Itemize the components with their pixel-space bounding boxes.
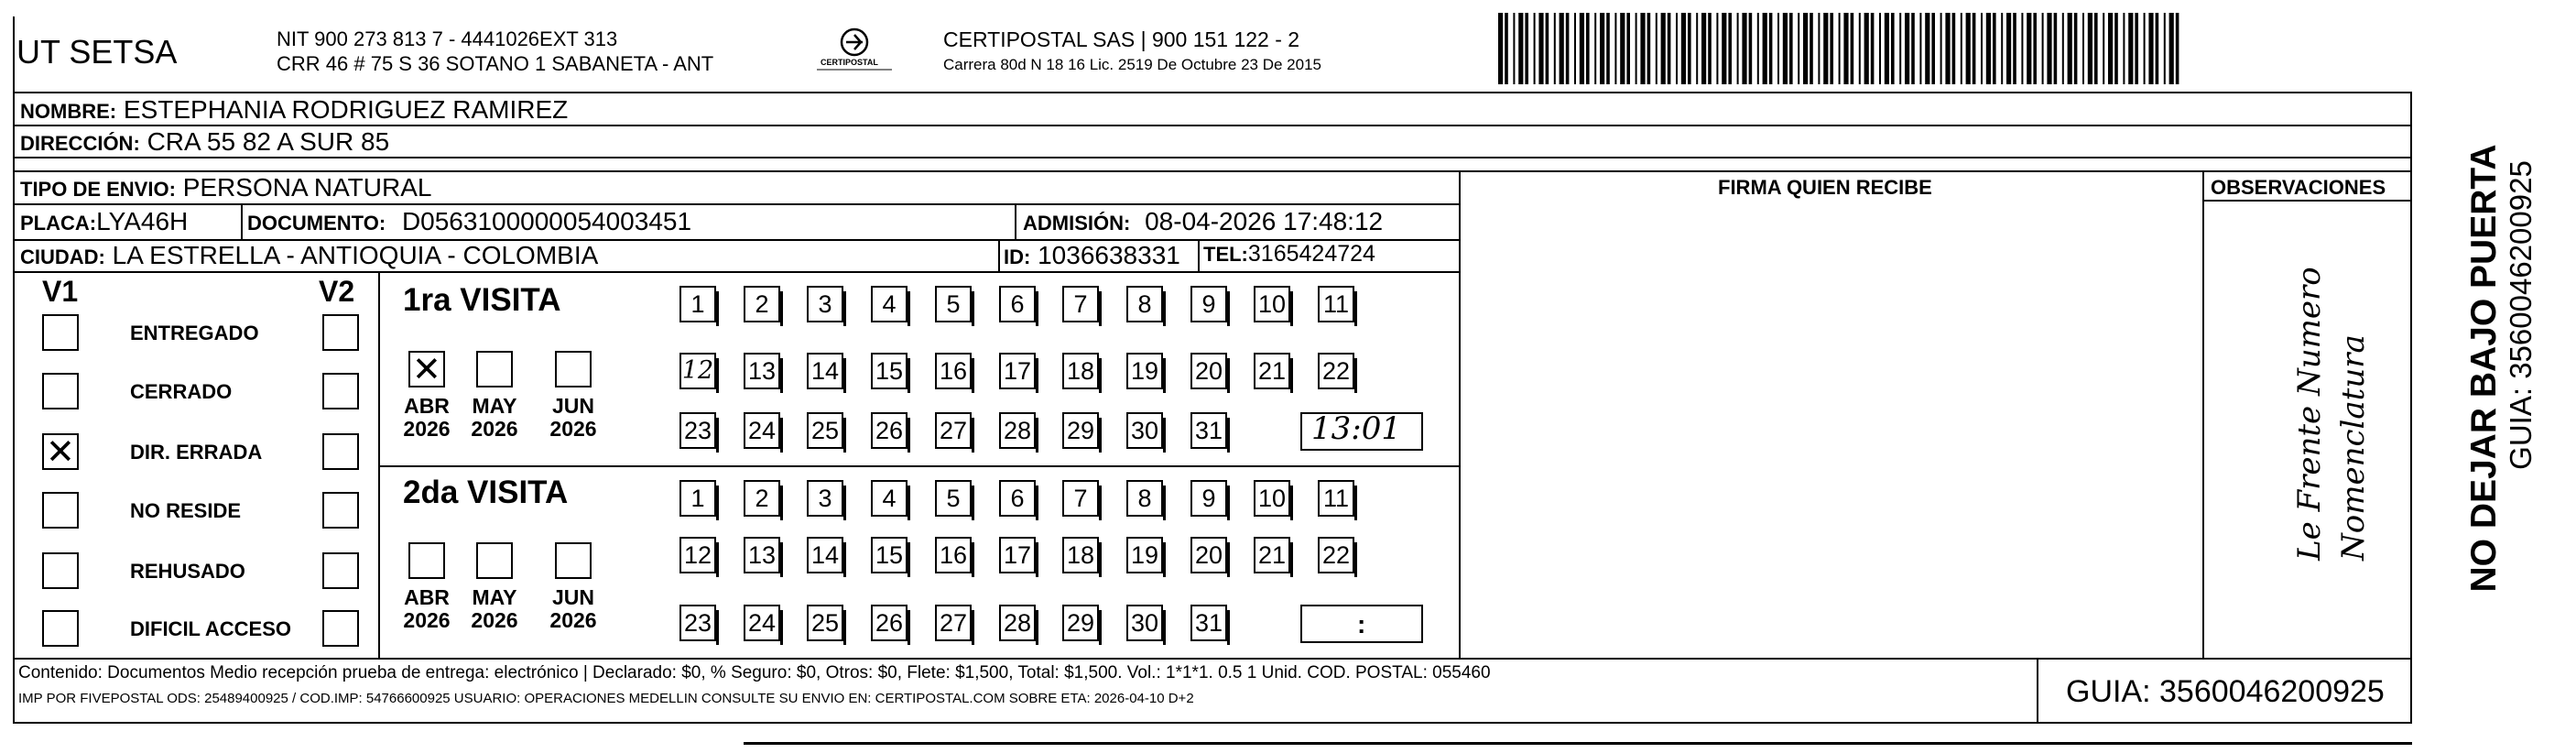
barcode-bar xyxy=(1498,13,1503,84)
barcode-bar xyxy=(1931,13,1935,84)
day-box[interactable]: 19 xyxy=(1126,537,1163,573)
day-box[interactable]: 7 xyxy=(1062,480,1099,517)
day-box[interactable]: 23 xyxy=(679,412,716,449)
day-box[interactable]: 4 xyxy=(871,480,908,517)
v1-checkbox[interactable] xyxy=(42,373,79,409)
barcode-bar xyxy=(1505,13,1508,84)
barcode-bar xyxy=(1891,13,1895,84)
barcode-bar xyxy=(1600,13,1604,84)
barcode-bar xyxy=(1777,13,1779,84)
day-box[interactable]: 1 xyxy=(679,480,716,517)
day-box[interactable]: 12 xyxy=(679,353,716,389)
day-box[interactable]: 14 xyxy=(807,353,843,389)
day-box[interactable]: 24 xyxy=(744,412,780,449)
status-label: ENTREGADO xyxy=(130,322,259,344)
barcode-bar xyxy=(2027,13,2031,84)
documento-label: DOCUMENTO: xyxy=(247,212,386,235)
barcode-bar xyxy=(1560,13,1564,84)
barcode-bar xyxy=(1919,13,1921,84)
day-box[interactable]: 11 xyxy=(1318,480,1354,517)
day-box[interactable]: 13 xyxy=(744,537,780,573)
barcode-bar xyxy=(2013,13,2016,84)
observaciones-label: OBSERVACIONES xyxy=(2211,176,2386,199)
v1-checkbox[interactable] xyxy=(42,610,79,647)
month-year: 2026 xyxy=(403,417,451,441)
nombre-row xyxy=(20,95,568,125)
barcode-bar xyxy=(1525,13,1528,84)
barcode-bar xyxy=(1945,13,1950,84)
barcode-bar xyxy=(1538,13,1543,84)
barcode-bar xyxy=(2068,13,2072,84)
barcode-bar xyxy=(2128,13,2133,84)
barcode-bar xyxy=(1566,13,1570,84)
v2-checkbox[interactable] xyxy=(322,314,359,351)
barcode-bar xyxy=(1859,13,1861,84)
day-box[interactable]: 13 xyxy=(744,353,780,389)
day-box[interactable]: 18 xyxy=(1062,353,1099,389)
tel-value: 3165424724 xyxy=(1247,241,1375,267)
v1-checkbox[interactable] xyxy=(42,314,79,351)
month-year: 2026 xyxy=(549,608,597,632)
barcode-bar xyxy=(1518,13,1523,84)
barcode-bar xyxy=(1737,13,1739,84)
day-box[interactable]: 17 xyxy=(999,353,1036,389)
side-warning: NO DEJAR BAJO PUERTA xyxy=(2464,144,2504,593)
barcode-bar xyxy=(2164,13,2166,84)
v1-checkbox[interactable] xyxy=(42,433,79,470)
barcode-bar xyxy=(1871,13,1875,84)
day-box[interactable]: 30 xyxy=(1126,605,1163,641)
day-box[interactable]: 10 xyxy=(1254,286,1290,322)
signature-area[interactable] xyxy=(1462,203,2201,656)
barcode-bar xyxy=(1789,13,1793,84)
barcode-bar xyxy=(1546,13,1549,84)
day-box[interactable]: 3 xyxy=(807,286,843,322)
tel-label: TEL: xyxy=(1203,243,1248,266)
address-line: CRR 46 # 75 S 36 SOTANO 1 SABANETA - ANT xyxy=(277,52,714,75)
month-year: 2026 xyxy=(471,417,518,441)
side-guia: GUIA: 3560046200925 xyxy=(2504,160,2538,470)
barcode-bar xyxy=(1688,13,1691,84)
barcode-bar xyxy=(1830,13,1833,84)
status-label: NO RESIDE xyxy=(130,499,242,522)
nombre-label: NOMBRE: xyxy=(20,100,117,123)
barcode-bar xyxy=(1864,13,1869,84)
observacion-line-1: Le Frente Numero xyxy=(2291,267,2328,561)
admision-row xyxy=(1023,207,1383,236)
v2-checkbox[interactable] xyxy=(322,552,359,589)
day-box[interactable]: 21 xyxy=(1254,353,1290,389)
barcode-bar xyxy=(1513,13,1515,84)
barcode-bar xyxy=(1798,13,1799,84)
day-box[interactable]: 5 xyxy=(935,480,972,517)
visit2-title: 2da VISITA xyxy=(403,475,569,510)
barcode-bar xyxy=(1722,13,1726,84)
id-row xyxy=(1004,241,1180,270)
barcode-bar xyxy=(2169,13,2174,84)
barcode-bar xyxy=(1966,13,1971,84)
status-label: DIFICIL ACCESO xyxy=(130,617,292,640)
day-box[interactable]: 15 xyxy=(871,353,908,389)
barcode-bar xyxy=(1899,13,1901,84)
barcode-bar xyxy=(1606,13,1610,84)
day-box[interactable]: 2 xyxy=(744,480,780,517)
nit-line: NIT 900 273 813 7 - 4441026EXT 313 xyxy=(277,27,618,50)
barcode-bar xyxy=(1681,13,1686,84)
month-checkbox[interactable] xyxy=(408,542,445,579)
barcode-bar xyxy=(1757,13,1759,84)
barcode-bar xyxy=(2123,13,2125,84)
month-label: ABR xyxy=(404,394,450,418)
day-box[interactable]: 11 xyxy=(1318,286,1354,322)
visit1-time-box[interactable] xyxy=(1300,412,1423,451)
side-vertical-text xyxy=(2425,119,2538,632)
barcode-bar xyxy=(1810,13,1813,84)
day-box[interactable]: 31 xyxy=(1190,605,1227,641)
nombre-value: ESTEPHANIA RODRIGUEZ RAMIREZ xyxy=(123,95,569,124)
barcode-bar xyxy=(1783,13,1788,84)
status-label: REHUSADO xyxy=(130,560,245,583)
day-box[interactable]: 27 xyxy=(935,605,972,641)
day-box[interactable]: 21 xyxy=(1254,537,1290,573)
carrier-line: CERTIPOSTAL SAS | 900 151 122 - 2 xyxy=(943,27,1300,51)
barcode-bar xyxy=(1534,13,1536,84)
day-box[interactable]: 6 xyxy=(999,286,1036,322)
visit1-time: 13:01 xyxy=(1311,410,1401,447)
v2-checkbox[interactable] xyxy=(322,373,359,409)
day-box[interactable]: 29 xyxy=(1062,412,1099,449)
day-box[interactable]: 1 xyxy=(679,286,716,322)
day-box[interactable]: 7 xyxy=(1062,286,1099,322)
barcode-bar xyxy=(2054,13,2058,84)
barcode-bar xyxy=(1952,13,1956,84)
barcode-bar xyxy=(1993,13,1996,84)
day-box[interactable]: 8 xyxy=(1126,480,1163,517)
month-label: MAY xyxy=(472,585,517,609)
v1-checkbox[interactable] xyxy=(42,552,79,589)
day-box[interactable]: 22 xyxy=(1318,537,1354,573)
license-line: Carrera 80d N 18 16 Lic. 2519 De Octubre 23 De 2015 xyxy=(943,56,1321,73)
month-label: MAY xyxy=(472,394,517,418)
day-box[interactable]: 20 xyxy=(1190,353,1227,389)
barcode-bar xyxy=(1620,13,1625,84)
barcode-bar xyxy=(1728,13,1732,84)
barcode-bar xyxy=(1803,13,1808,84)
ciudad-label: CIUDAD: xyxy=(20,246,105,268)
month-label: JUN xyxy=(551,394,594,418)
barcode-bar xyxy=(1769,13,1773,84)
placa-row xyxy=(20,207,188,236)
month-label: JUN xyxy=(551,585,594,609)
day-box[interactable]: 12 xyxy=(679,537,716,573)
barcode-bar xyxy=(1843,13,1848,84)
v2-checkbox[interactable] xyxy=(322,492,359,529)
tipo-label: TIPO DE ENVIO: xyxy=(20,178,176,201)
day-box[interactable]: 25 xyxy=(807,412,843,449)
barcode-bar xyxy=(2176,13,2179,84)
day-box[interactable]: 17 xyxy=(999,537,1036,573)
day-box[interactable]: 28 xyxy=(999,412,1036,449)
day-box[interactable]: 18 xyxy=(1062,537,1099,573)
v2-label: V2 xyxy=(319,275,355,308)
barcode-bar xyxy=(1708,13,1712,84)
ciudad-row xyxy=(20,241,598,270)
barcode-bar xyxy=(2114,13,2118,84)
barcode-bar xyxy=(2047,13,2051,84)
ciudad-value: LA ESTRELLA - ANTIOQUIA - COLOMBIA xyxy=(112,241,599,269)
barcode-bar xyxy=(1749,13,1753,84)
barcode-bar xyxy=(1823,13,1828,84)
barcode-bar xyxy=(1668,13,1671,84)
barcode-bar xyxy=(1851,13,1854,84)
barcode-bar xyxy=(1940,13,1942,84)
day-box[interactable]: 15 xyxy=(871,537,908,573)
barcode-bar xyxy=(1818,13,1820,84)
month-checkbox[interactable] xyxy=(555,351,592,387)
barcode-bar xyxy=(2108,13,2113,84)
day-box[interactable]: 14 xyxy=(807,537,843,573)
direccion-value: CRA 55 82 A SUR 85 xyxy=(147,127,390,156)
observaciones-handwriting xyxy=(2207,203,2408,656)
barcode-bar xyxy=(2103,13,2104,84)
barcode-bar xyxy=(1742,13,1746,84)
tipo-value: PERSONA NATURAL xyxy=(182,173,432,202)
day-box[interactable]: 19 xyxy=(1126,353,1163,389)
month-year: 2026 xyxy=(471,608,518,632)
tipo-row xyxy=(20,173,431,202)
barcode-bar xyxy=(1885,13,1889,84)
documento-value: D0563100000054003451 xyxy=(401,207,692,235)
barcode-bar xyxy=(2021,13,2023,84)
barcode-bar xyxy=(1925,13,1929,84)
barcode-bar xyxy=(1626,13,1630,84)
tel-row xyxy=(1203,241,1375,267)
barcode-bar xyxy=(1580,13,1584,84)
certipostal-logo xyxy=(813,26,896,77)
direccion-label: DIRECCIÓN: xyxy=(20,132,140,155)
barcode-bar xyxy=(1647,13,1651,84)
day-box[interactable]: 28 xyxy=(999,605,1036,641)
month-checkbox[interactable] xyxy=(476,351,513,387)
barcode-bar xyxy=(1586,13,1590,84)
barcode-bar xyxy=(1716,13,1718,84)
status-label: DIR. ERRADA xyxy=(130,441,263,464)
month-year: 2026 xyxy=(403,608,451,632)
barcode-bar xyxy=(1701,13,1706,84)
firma-label: FIRMA QUIEN RECIBE xyxy=(1718,176,1932,199)
day-box[interactable]: 9 xyxy=(1190,286,1227,322)
footer-line-1: Contenido: Documentos Medio recepción prueba de entrega: electrónico | Declarado: $0, % Seguro: $0, Otros: $0, Flete: $1,500, Total: $1,500. Vol.: 1*1*1. 0.5 1 Unid. COD. POSTAL: 055460 xyxy=(18,663,1491,682)
admision-label: ADMISIÓN: xyxy=(1023,212,1131,235)
barcode-bar xyxy=(1973,13,1976,84)
barcode-bar xyxy=(2062,13,2064,84)
footer-line-2: IMP POR FIVEPOSTAL ODS: 25489400925 / COD.IMP: 54766600925 USUARIO: OPERACIONES MEDELLIN CONSULTE SU ENVIO EN: CERTIPOSTAL.COM SOBRE ETA: 2026-04-10 D+2 xyxy=(18,691,1194,706)
barcode-bar xyxy=(1594,13,1596,84)
day-box[interactable]: 16 xyxy=(935,353,972,389)
barcode-bar xyxy=(1763,13,1767,84)
placa-value: LYA46H xyxy=(96,207,189,235)
barcode-bar xyxy=(1696,13,1698,84)
barcode-bar xyxy=(1554,13,1556,84)
day-box[interactable]: 30 xyxy=(1126,412,1163,449)
barcode-bar xyxy=(2074,13,2078,84)
logo-text: CERTIPOSTAL xyxy=(821,58,878,67)
visit2-time-box[interactable] xyxy=(1300,605,1423,643)
admision-value: 08-04-2026 17:48:12 xyxy=(1145,207,1384,235)
barcode-bar xyxy=(1656,13,1658,84)
barcode-bar xyxy=(2148,13,2153,84)
day-box[interactable]: 2 xyxy=(744,286,780,322)
barcode-bar xyxy=(2156,13,2159,84)
month-checkbox[interactable] xyxy=(555,542,592,579)
placa-label: PLACA: xyxy=(20,212,97,235)
barcode-bar xyxy=(2094,13,2098,84)
barcode-bar xyxy=(2006,13,2011,84)
barcode-bar xyxy=(1905,13,1909,84)
v1-checkbox[interactable] xyxy=(42,492,79,529)
day-box[interactable]: 8 xyxy=(1126,286,1163,322)
barcode-bar xyxy=(2082,13,2084,84)
day-box[interactable]: 10 xyxy=(1254,480,1290,517)
direccion-row xyxy=(20,127,389,157)
barcode xyxy=(1498,13,2179,84)
observacion-line-2: Nomenclatura xyxy=(2335,334,2372,561)
day-box[interactable]: 5 xyxy=(935,286,972,322)
day-box[interactable]: 25 xyxy=(807,605,843,641)
day-box[interactable]: 4 xyxy=(871,286,908,322)
barcode-bar xyxy=(1986,13,1991,84)
v2-checkbox[interactable] xyxy=(322,610,359,647)
day-box[interactable]: 9 xyxy=(1190,480,1227,517)
barcode-bar xyxy=(2042,13,2044,84)
barcode-bar xyxy=(1839,13,1841,84)
company-name: UT SETSA xyxy=(16,33,178,71)
day-box[interactable]: 29 xyxy=(1062,605,1099,641)
day-box[interactable]: 23 xyxy=(679,605,716,641)
day-box[interactable]: 27 xyxy=(935,412,972,449)
barcode-bar xyxy=(1676,13,1678,84)
month-checkbox[interactable] xyxy=(476,542,513,579)
barcode-bar xyxy=(2001,13,2003,84)
barcode-bar xyxy=(1879,13,1881,84)
day-box[interactable]: 6 xyxy=(999,480,1036,517)
month-checkbox[interactable] xyxy=(408,351,445,387)
barcode-bar xyxy=(2033,13,2037,84)
barcode-bar xyxy=(2144,13,2146,84)
day-box[interactable]: 24 xyxy=(744,605,780,641)
day-box[interactable]: 16 xyxy=(935,537,972,573)
visit2-time: : xyxy=(1357,610,1366,638)
day-box[interactable]: 31 xyxy=(1190,412,1227,449)
barcode-bar xyxy=(1661,13,1666,84)
month-year: 2026 xyxy=(549,417,597,441)
day-box[interactable]: 26 xyxy=(871,412,908,449)
day-box[interactable]: 22 xyxy=(1318,353,1354,389)
barcode-bar xyxy=(2135,13,2138,84)
id-value: 1036638331 xyxy=(1038,241,1180,269)
barcode-bar xyxy=(1640,13,1645,84)
day-box[interactable]: 26 xyxy=(871,605,908,641)
day-box[interactable]: 20 xyxy=(1190,537,1227,573)
barcode-bar xyxy=(1614,13,1616,84)
v1-label: V1 xyxy=(42,275,79,308)
footer-guia: GUIA: 3560046200925 xyxy=(2066,674,2385,709)
barcode-bar xyxy=(1981,13,1983,84)
day-box[interactable]: 3 xyxy=(807,480,843,517)
visit1-title: 1ra VISITA xyxy=(403,282,561,318)
id-label: ID: xyxy=(1004,246,1031,268)
barcode-bar xyxy=(1574,13,1576,84)
documento-row xyxy=(247,207,691,236)
barcode-bar xyxy=(2088,13,2092,84)
v2-checkbox[interactable] xyxy=(322,433,359,470)
barcode-bar xyxy=(1911,13,1915,84)
month-label: ABR xyxy=(404,585,450,609)
barcode-bar xyxy=(1636,13,1637,84)
status-label: CERRADO xyxy=(130,380,233,403)
barcode-bar xyxy=(1961,13,1962,84)
